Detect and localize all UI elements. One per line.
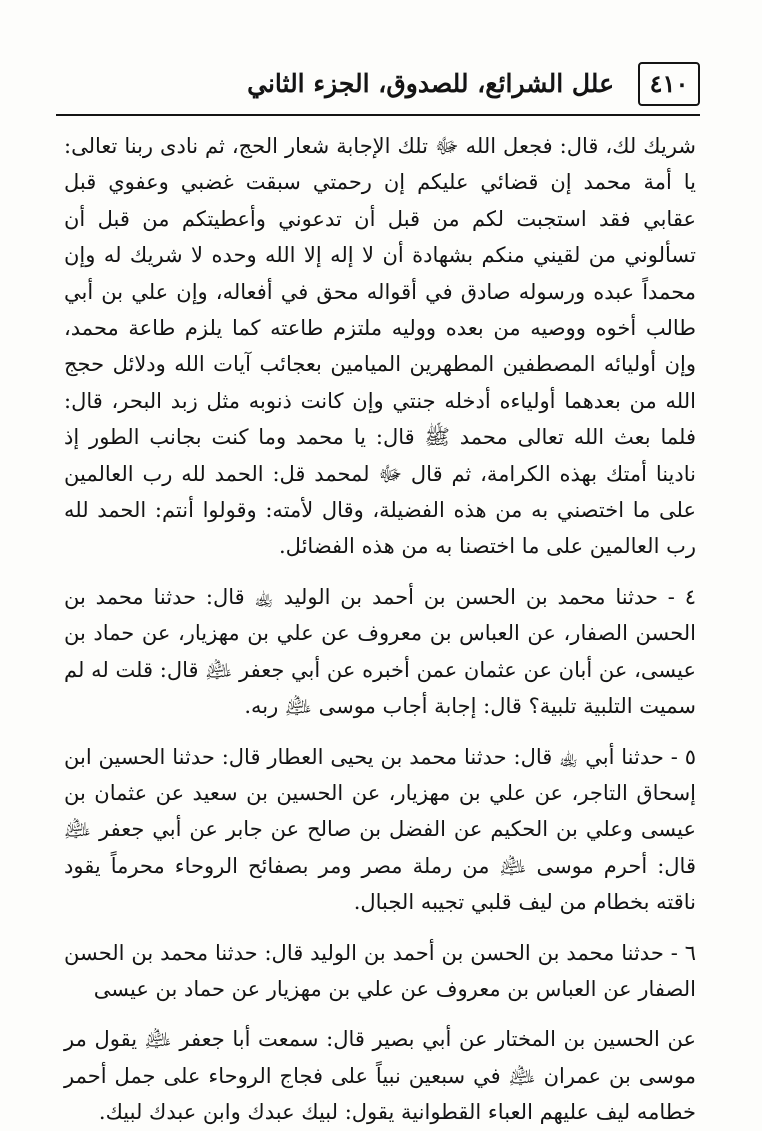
hadith-6-text: عن الحسين بن المختار عن أبي بصير قال: سمعت أبا جعفر ﵇ يقول مر موسى بن عمران ﵇ في سبعين نبياً على فجاج الروحاء على جمل أحمر خطامه ليف عليهم العباء القطوانية يقول: لبيك عبدك وابن عبدك لبيك.: [64, 1027, 696, 1125]
page-body: [64, 128, 696, 1131]
hadith-4: ٤ - حدثنا محمد بن الحسن بن أحمد بن الوليد ﵀ قال: حدثنا محمد بن الحسن الصفار، عن العباس بن معروف عن علي بن مهزيار، عن حماد بن عيسى، عن أبان عن عثمان عمن أخبره عن أبي جعفر ﵇ قال: قلت له لم سميت التلبية تلبية؟ قال: إجابة أجاب موسى ﵇ ربه.: [64, 584, 696, 719]
hadith-6-chain: ٦ - حدثنا محمد بن الحسن بن أحمد بن الوليد قال: حدثنا محمد بن الحسن الصفار عن العباس بن معروف عن علي بن مهزيار عن حماد بن عيسى: [64, 940, 696, 1001]
paragraph-continuation: شريك لك، قال: فجعل الله ﷻ تلك الإجابة شعار الحج، ثم نادى ربنا تعالى: يا أمة محمد إن قضائي عليكم إن رحمتي سبقت غضبي وعفوي قبل عقابي فقد استجبت لكم من قبل أن تدعوني وأعطيتكم من قبل أن تسألوني من لقيني منكم بشهادة أن لا إله إلا الله وحده لا شريك له وإن محمداً عبده ورسوله صادق في أقواله محق في أفعاله، وإن علي بن أبي طالب أخوه ووصيه من بعده ووليه ملتزم طاعته كما يلزم طاعة محمد، وإن أوليائه المصطفين المطهرين الميامين بعجائب آيات الله ودلائل حجج الله من بعدهما أولياءه أدخله جنتي وإن كانت ذنوبه مثل زبد البحر، قال: فلما بعث الله تعالى محمد ﷺ قال: يا محمد وما كنت بجانب الطور إذ نادينا أمتك بهذه الكرامة، ثم قال ﷻ لمحمد قل: الحمد لله رب العالمين على ما اختصني به من هذه الفضيلة، وقال لأمته: وقولوا أنتم: الحمد لله رب العالمين على ما اختصنا به من هذه الفضائل.: [64, 134, 697, 559]
running-title: علل الشرائع، للصدوق، الجزء الثاني: [247, 69, 614, 98]
hadith-5: ٥ - حدثنا أبي ﵀ قال: حدثنا محمد بن يحيى العطار قال: حدثنا الحسين ابن إسحاق التاجر، عن علي بن مهزيار، عن الحسين بن سعيد عن عثمان بن عيسى وعلي بن الحكيم عن الفضل بن صالح عن جابر عن أبي جعفر ﵇ قال: أحرم موسى ﵇ من رملة مصر ومر بصفائح الروحاء محرماً يقود ناقته بخطام من ليف قلبي تجيبه الجبال.: [64, 744, 696, 915]
running-header: [56, 56, 700, 116]
page-number: ٤١٠: [638, 62, 700, 106]
